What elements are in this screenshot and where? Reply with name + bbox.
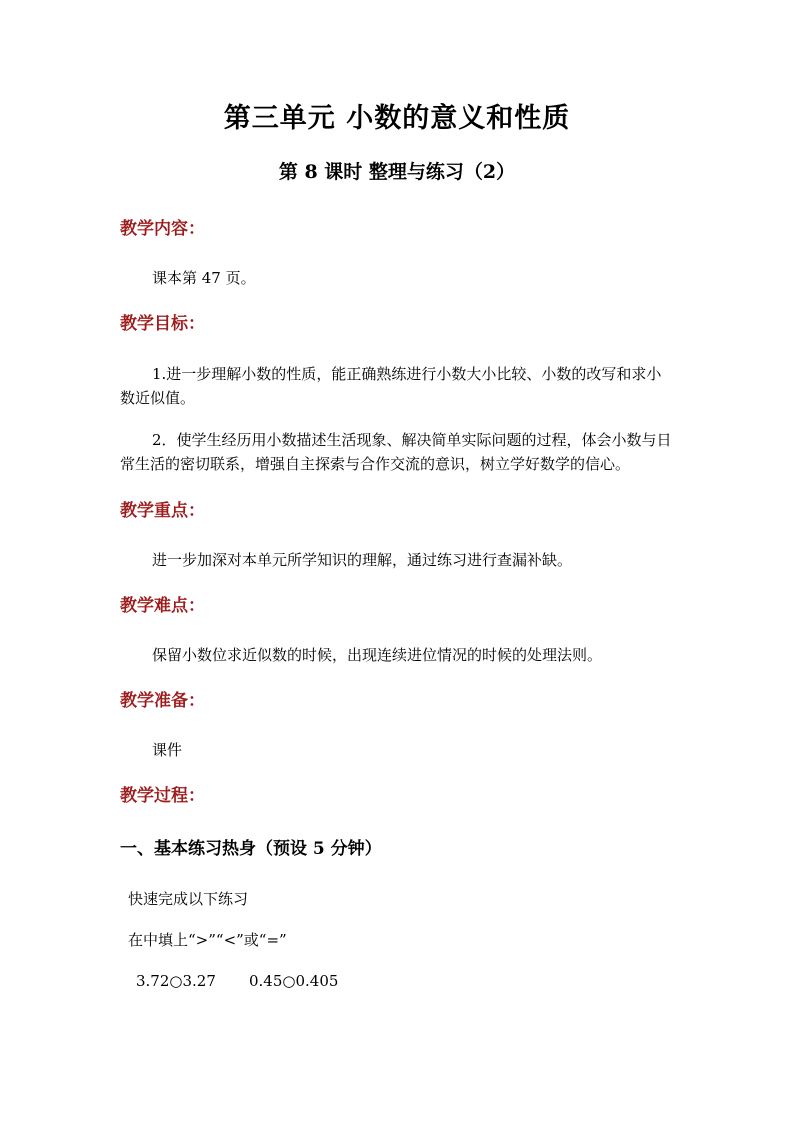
exercise-item-2: 0.45○0.405 bbox=[249, 972, 339, 990]
lesson-subtitle: 第 8 课时 整理与练习（2） bbox=[278, 161, 516, 183]
goals-heading: 教学目标： bbox=[120, 314, 205, 334]
document-title: 第三单元 小数的意义和性质 bbox=[223, 103, 571, 134]
part1-prompt: 在中填上“>”“<”或“=” bbox=[128, 931, 287, 949]
goal-item-2: 2．使学生经历用小数描述生活现象、解决简单实际问题的过程，体会小数与日常生活的密切联系，增强自主探索与合作交流的意识，树立学好数学的信心。 bbox=[120, 431, 672, 473]
goal-item-1: 1.进一步理解小数的性质，能正确熟练进行小数大小比较、小数的改写和求小数近似值。 bbox=[120, 365, 662, 407]
preparation-text: 课件 bbox=[152, 741, 183, 759]
key-points-text: 进一步加深对本单元所学知识的理解，通过练习进行查漏补缺。 bbox=[152, 551, 573, 569]
content-text: 课本第 47 页。 bbox=[152, 269, 256, 287]
exercise-item-1: 3.72○3.27 bbox=[136, 972, 216, 990]
content-heading: 教学内容： bbox=[120, 219, 205, 239]
part1-instruction: 快速完成以下练习 bbox=[128, 890, 249, 908]
difficulties-heading: 教学难点： bbox=[120, 596, 205, 616]
difficulties-text: 保留小数位求近似数的时候，出现连续进位情况的时候的处理法则。 bbox=[152, 646, 603, 664]
process-heading: 教学过程： bbox=[120, 786, 205, 806]
part1-heading: 一、基本练习热身（预设 5 分钟） bbox=[120, 839, 382, 859]
preparation-heading: 教学准备： bbox=[120, 691, 205, 711]
key-points-heading: 教学重点： bbox=[120, 501, 205, 521]
